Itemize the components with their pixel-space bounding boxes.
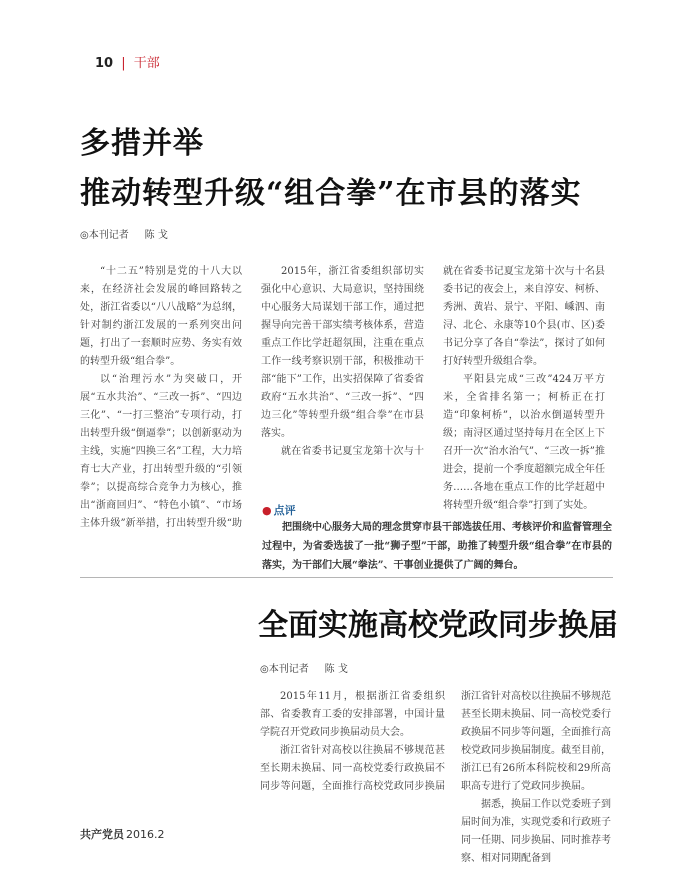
header-divider: | — [121, 56, 126, 71]
article1-title-line2: 推动转型升级“组合拳”在市县的落实 — [80, 176, 582, 211]
page-number: 10 — [95, 56, 114, 71]
comment-text: 把围绕中心服务大局的理念贯穿市县干部选拔任用、考核评价和监督管理全过程中，为省委选拔了一批“狮子型”干部，助推了转型升级“组合拳”在市县的落实，为干部们大展“拳法”、干事创业提供了广阔的舞台。 — [262, 522, 612, 571]
article1-paragraph: “十二五”特别是党的十八大以来，在经济社会发展的峰回路转之处，浙江省委以“八八战略”为总纲，针对制约浙江发展的一系列突出问题，打出了一套顺时应势、务实有效的转型升级“组合拳”。 — [80, 266, 242, 367]
article1-column-2 — [261, 263, 424, 461]
byline-author: 陈 戈 — [324, 664, 348, 675]
article2-paragraph: 浙江省针对高校以往换届不够规范甚至长期未换届、同一高校党委行政换届不同步等问题，全面推行高校党政同步换届制度。截至目前，浙江已有26所本科院校和29所高职高专进行了党政同步换届。 — [461, 691, 611, 792]
comment-bullet-icon: ● — [262, 504, 272, 517]
article2-byline — [260, 660, 348, 675]
article2-title: 全面实施高校党政同步换届 — [258, 608, 618, 643]
article2-column-2 — [461, 688, 611, 868]
article1-paragraph: 平阳县完成“三改”424万平方米，全省排名第一；柯桥正在打造“印象柯桥”，以治水倒逼转型升级；南浔区通过坚持每月在全区上下召开一次“治水治气”、“三改一拆”推进会，提前一个季度超额完成全年任务……各地在重点工作的比学赶超中将转型升级“组合拳”打到了实处。 — [443, 374, 605, 511]
article1-paragraph: 就在省委书记夏宝龙第十次与十 — [281, 446, 424, 457]
issue-number: 2016.2 — [126, 828, 165, 841]
byline-prefix: ◎本刊记者 — [260, 664, 309, 675]
byline-prefix: ◎本刊记者 — [80, 230, 129, 241]
article2-paragraph: 2015年11月，根据浙江省委组织部、省委教育工委的安排部署，中国计量学院召开党政同步换届动员大会。 — [260, 691, 445, 738]
byline-author: 陈 戈 — [144, 230, 168, 241]
article2-paragraph: 据悉，换届工作以党委班子到届时间为准，实现党委和行政班子同一任期、同步换届、同时推荐考察、相对同期配备到 — [461, 799, 611, 864]
article1-byline — [80, 226, 168, 241]
article1-title-line1: 多措并举 — [80, 126, 204, 161]
comment-heading — [262, 502, 296, 518]
section-label: 干部 — [133, 56, 160, 71]
magazine-name: 共产党员 — [80, 828, 124, 841]
article1-paragraph: 就在省委书记夏宝龙第十次与十名县委书记的夜会上，来自淳安、柯桥、秀洲、黄岩、景宁、平阳、嵊泗、南浔、北仑、永康等10个县(市、区)委书记分享了各自“拳法”，探讨了如何打好转型升级组合拳。 — [443, 266, 605, 367]
article1-column-3 — [443, 263, 605, 515]
article2-paragraph: 浙江省针对高校以往换届不够规范甚至长期未换届、同一高校党委行政换届不同步等问题，全面推行高校党政同步换届 — [260, 745, 445, 792]
article-divider — [80, 577, 613, 578]
article1-paragraph: 2015年，浙江省委组织部切实强化中心意识、大局意识，坚持围绕中心服务大局谋划干部工作，通过把握导向完善干部实绩考核体系，营造重点工作比学赶超氛围，注重在重点工作一线考察识别干部，积极推动干部“能下”工作，出实招保障了省委省政府“五水共治”、“三改一拆”、“四边三化”等转型升级“组合拳”在市县落实。 — [261, 266, 424, 439]
article2-column-1 — [260, 688, 445, 796]
comment-label: 点评 — [273, 504, 296, 517]
page-footer — [80, 826, 165, 842]
article1-paragraph: 以“治理污水”为突破口，开展“五水共治”、“三改一拆”、“四边三化”、“一打三整治”专项行动，打出转型升级“倒逼拳”；以创新驱动为主线，实施“四换三名”工程，大力培育七大产业，打出转型升级的“引领拳”；以提高综合竞争力为核心，推出“浙商回归”、“特色小镇”、“市场主体升级”新举措，打出转型升级“助 — [80, 374, 242, 529]
page-header — [95, 52, 160, 71]
article1-column-1 — [80, 263, 242, 533]
